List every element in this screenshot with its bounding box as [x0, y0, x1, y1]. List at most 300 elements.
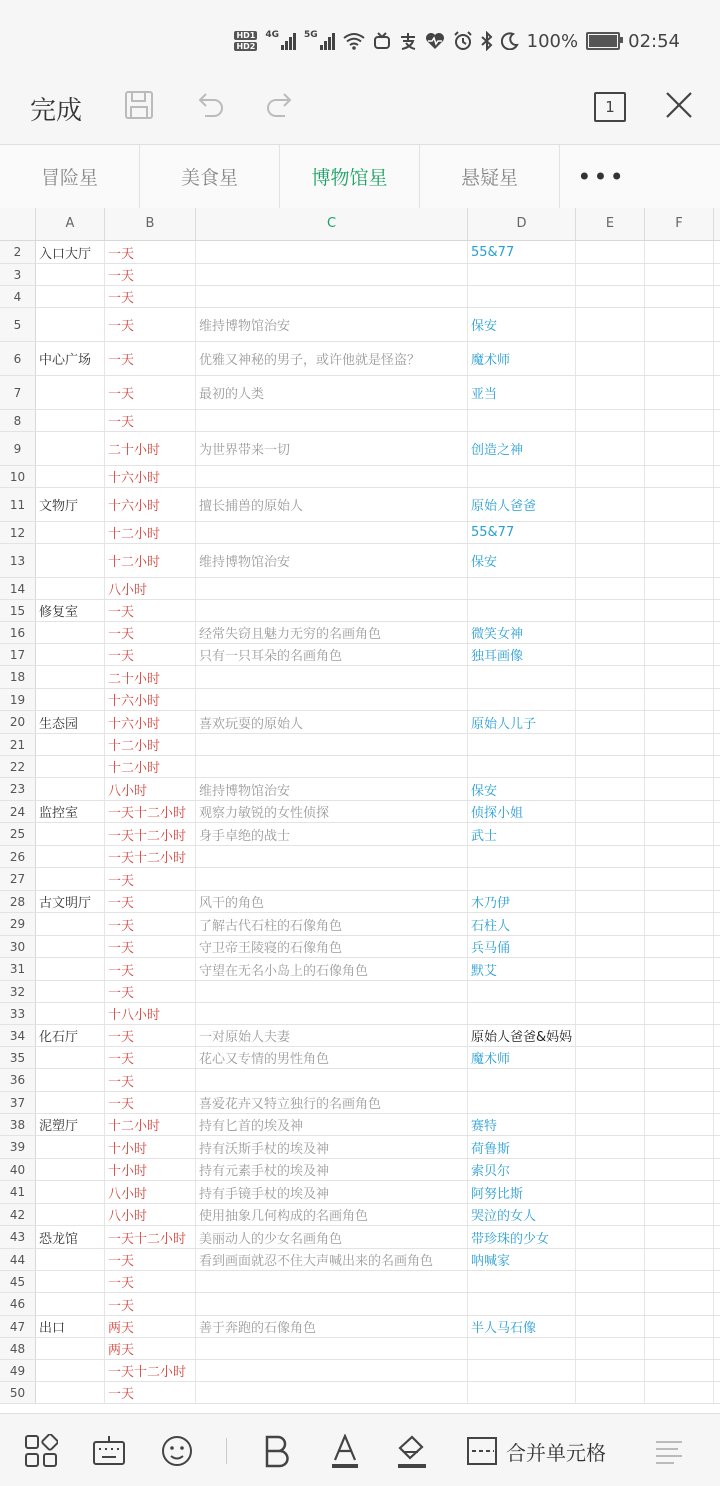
cell-character[interactable]: 保安 — [468, 778, 576, 800]
cell-empty-f[interactable] — [645, 1360, 714, 1381]
cell-description[interactable]: 维持博物馆治安 — [196, 544, 468, 577]
cell-empty-f[interactable] — [645, 778, 714, 800]
row-number-cell[interactable]: 20 — [0, 711, 36, 733]
cell-empty-e[interactable] — [576, 241, 645, 263]
undo-icon[interactable] — [195, 90, 225, 120]
cell-duration[interactable]: 一天 — [105, 1047, 196, 1068]
cell-description[interactable]: 擅长捕兽的原始人 — [196, 488, 468, 521]
cell-character[interactable] — [468, 1271, 576, 1292]
row-number-cell[interactable]: 8 — [0, 410, 36, 431]
cell-area[interactable] — [36, 846, 105, 867]
cell-description[interactable]: 一对原始人夫妻 — [196, 1025, 468, 1046]
cell-duration[interactable]: 两天 — [105, 1338, 196, 1359]
cell-area[interactable] — [36, 376, 105, 409]
cell-character[interactable] — [468, 410, 576, 431]
cell-empty-e[interactable] — [576, 1092, 645, 1113]
cell-character[interactable]: 保安 — [468, 308, 576, 341]
row-number-cell[interactable]: 44 — [0, 1249, 36, 1270]
cell-area[interactable]: 监控室 — [36, 801, 105, 822]
cell-character[interactable]: 带珍珠的少女 — [468, 1226, 576, 1248]
cell-empty-f[interactable] — [645, 1249, 714, 1270]
row-number-cell[interactable]: 27 — [0, 868, 36, 890]
cell-empty-e[interactable] — [576, 308, 645, 341]
row-number-cell[interactable]: 16 — [0, 622, 36, 643]
cell-duration[interactable]: 八小时 — [105, 1181, 196, 1203]
cell-character[interactable]: 魔术师 — [468, 1047, 576, 1068]
cell-duration[interactable]: 一天十二小时 — [105, 801, 196, 822]
row-number-cell[interactable]: 45 — [0, 1271, 36, 1292]
cell-empty-e[interactable] — [576, 522, 645, 543]
cell-description[interactable] — [196, 1338, 468, 1359]
cell-empty-e[interactable] — [576, 1069, 645, 1091]
cell-empty-e[interactable] — [576, 466, 645, 487]
cell-empty-e[interactable] — [576, 778, 645, 800]
row-number-cell[interactable]: 11 — [0, 488, 36, 521]
row-number-cell[interactable]: 21 — [0, 734, 36, 755]
cell-description[interactable] — [196, 522, 468, 543]
cell-empty-f[interactable] — [645, 376, 714, 409]
cell-empty-e[interactable] — [576, 711, 645, 733]
column-header-a[interactable]: A — [36, 208, 105, 240]
cell-character[interactable] — [468, 578, 576, 599]
cell-description[interactable]: 观察力敏锐的女性侦探 — [196, 801, 468, 822]
cell-duration[interactable]: 一天 — [105, 342, 196, 375]
cell-character[interactable]: 武士 — [468, 823, 576, 845]
cell-empty-f[interactable] — [645, 1271, 714, 1292]
cell-duration[interactable]: 一天 — [105, 1069, 196, 1091]
cell-duration[interactable]: 八小时 — [105, 778, 196, 800]
cell-empty-e[interactable] — [576, 376, 645, 409]
row-number-cell[interactable]: 35 — [0, 1047, 36, 1068]
cell-duration[interactable]: 一天十二小时 — [105, 1360, 196, 1381]
row-number-cell[interactable]: 14 — [0, 578, 36, 599]
cell-duration[interactable]: 一天 — [105, 891, 196, 912]
cell-empty-e[interactable] — [576, 1271, 645, 1292]
row-number-cell[interactable]: 37 — [0, 1092, 36, 1113]
cell-area[interactable]: 文物厅 — [36, 488, 105, 521]
row-number-cell[interactable]: 26 — [0, 846, 36, 867]
cell-description[interactable]: 喜爱花卉又特立独行的名画角色 — [196, 1092, 468, 1113]
cell-empty-f[interactable] — [645, 1204, 714, 1225]
cell-duration[interactable]: 一天 — [105, 913, 196, 935]
cell-duration[interactable]: 十二小时 — [105, 544, 196, 577]
cell-character[interactable] — [468, 689, 576, 710]
cell-description[interactable]: 为世界带来一切 — [196, 432, 468, 465]
cell-character[interactable] — [468, 1338, 576, 1359]
cell-empty-f[interactable] — [645, 1069, 714, 1091]
row-number-cell[interactable]: 50 — [0, 1382, 36, 1403]
emoji-icon[interactable] — [160, 1434, 194, 1468]
cell-description[interactable]: 了解古代石柱的石像角色 — [196, 913, 468, 935]
cell-empty-e[interactable] — [576, 823, 645, 845]
cell-empty-e[interactable] — [576, 846, 645, 867]
cell-empty-f[interactable] — [645, 622, 714, 643]
cell-character[interactable]: 兵马俑 — [468, 936, 576, 957]
more-tabs-button[interactable]: ••• — [577, 162, 626, 191]
cell-empty-f[interactable] — [645, 958, 714, 980]
bold-icon[interactable] — [262, 1434, 292, 1468]
cell-description[interactable]: 持有元素手杖的埃及神 — [196, 1159, 468, 1180]
cell-character[interactable] — [468, 466, 576, 487]
cell-description[interactable]: 最初的人类 — [196, 376, 468, 409]
cell-empty-e[interactable] — [576, 1003, 645, 1024]
cell-character[interactable]: 微笑女神 — [468, 622, 576, 643]
merge-cells-button[interactable] — [466, 1434, 606, 1468]
cell-empty-e[interactable] — [576, 1114, 645, 1135]
row-number-cell[interactable]: 7 — [0, 376, 36, 409]
cell-character[interactable] — [468, 600, 576, 621]
cell-empty-f[interactable] — [645, 823, 714, 845]
cell-empty-f[interactable] — [645, 734, 714, 755]
cell-description[interactable]: 持有手镜手杖的埃及神 — [196, 1181, 468, 1203]
cell-empty-f[interactable] — [645, 1159, 714, 1180]
cell-character[interactable]: 原始人儿子 — [468, 711, 576, 733]
cell-character[interactable]: 亚当 — [468, 376, 576, 409]
cell-duration[interactable]: 十六小时 — [105, 488, 196, 521]
column-header-c[interactable]: C — [196, 208, 468, 240]
row-number-cell[interactable]: 19 — [0, 689, 36, 710]
cell-empty-e[interactable] — [576, 432, 645, 465]
cell-duration[interactable]: 一天 — [105, 1092, 196, 1113]
cell-duration[interactable]: 一天 — [105, 622, 196, 643]
cell-area[interactable] — [36, 958, 105, 980]
close-icon[interactable] — [664, 90, 694, 120]
cell-area[interactable] — [36, 936, 105, 957]
row-number-cell[interactable]: 33 — [0, 1003, 36, 1024]
cell-description[interactable] — [196, 666, 468, 688]
cell-empty-e[interactable] — [576, 578, 645, 599]
row-number-cell[interactable]: 36 — [0, 1069, 36, 1091]
cell-empty-e[interactable] — [576, 689, 645, 710]
cell-area[interactable] — [36, 778, 105, 800]
cell-description[interactable] — [196, 846, 468, 867]
cell-area[interactable] — [36, 466, 105, 487]
cell-character[interactable]: 创造之神 — [468, 432, 576, 465]
cell-empty-f[interactable] — [645, 522, 714, 543]
cell-area[interactable] — [36, 1003, 105, 1024]
row-number-cell[interactable]: 22 — [0, 756, 36, 777]
cell-character[interactable]: 原始人爸爸&妈妈 — [468, 1025, 576, 1046]
cell-empty-f[interactable] — [645, 264, 714, 285]
cell-empty-f[interactable] — [645, 801, 714, 822]
row-number-cell[interactable]: 2 — [0, 241, 36, 263]
cell-area[interactable] — [36, 622, 105, 643]
cell-area[interactable] — [36, 756, 105, 777]
cell-empty-e[interactable] — [576, 644, 645, 665]
cell-empty-f[interactable] — [645, 544, 714, 577]
cell-empty-f[interactable] — [645, 891, 714, 912]
cell-empty-f[interactable] — [645, 1025, 714, 1046]
cell-duration[interactable]: 一天 — [105, 1382, 196, 1403]
cell-empty-f[interactable] — [645, 868, 714, 890]
cell-empty-f[interactable] — [645, 846, 714, 867]
cell-character[interactable] — [468, 1360, 576, 1381]
cell-area[interactable] — [36, 308, 105, 341]
row-number-cell[interactable]: 10 — [0, 466, 36, 487]
cell-empty-e[interactable] — [576, 1136, 645, 1158]
cell-empty-e[interactable] — [576, 734, 645, 755]
cell-empty-e[interactable] — [576, 1382, 645, 1403]
cell-duration[interactable]: 十小时 — [105, 1136, 196, 1158]
cell-duration[interactable]: 一天 — [105, 286, 196, 307]
cell-description[interactable] — [196, 981, 468, 1002]
cell-empty-f[interactable] — [645, 466, 714, 487]
cell-duration[interactable]: 一天 — [105, 376, 196, 409]
row-number-cell[interactable]: 4 — [0, 286, 36, 307]
row-number-cell[interactable]: 46 — [0, 1293, 36, 1315]
column-header-d[interactable]: D — [468, 208, 576, 240]
row-number-cell[interactable]: 24 — [0, 801, 36, 822]
cell-description[interactable]: 只有一只耳朵的名画角色 — [196, 644, 468, 665]
cell-empty-f[interactable] — [645, 644, 714, 665]
cell-description[interactable] — [196, 410, 468, 431]
column-header-f[interactable]: F — [645, 208, 714, 240]
row-number-cell[interactable]: 38 — [0, 1114, 36, 1135]
cell-duration[interactable]: 十八小时 — [105, 1003, 196, 1024]
cell-duration[interactable]: 两天 — [105, 1316, 196, 1337]
cell-area[interactable] — [36, 1204, 105, 1225]
cell-area[interactable] — [36, 1249, 105, 1270]
cell-duration[interactable]: 一天 — [105, 1293, 196, 1315]
cell-description[interactable]: 风干的角色 — [196, 891, 468, 912]
spreadsheet-grid[interactable] — [0, 208, 720, 1413]
column-header-b[interactable]: B — [105, 208, 196, 240]
cell-empty-f[interactable] — [645, 432, 714, 465]
row-number-cell[interactable]: 41 — [0, 1181, 36, 1203]
cell-description[interactable] — [196, 1382, 468, 1403]
cell-empty-e[interactable] — [576, 488, 645, 521]
cell-area[interactable] — [36, 1092, 105, 1113]
cell-empty-f[interactable] — [645, 286, 714, 307]
cell-duration[interactable]: 一天 — [105, 958, 196, 980]
cell-character[interactable] — [468, 734, 576, 755]
cell-empty-e[interactable] — [576, 756, 645, 777]
cell-empty-e[interactable] — [576, 981, 645, 1002]
cell-duration[interactable]: 十六小时 — [105, 466, 196, 487]
cell-character[interactable]: 石柱人 — [468, 913, 576, 935]
tab-mystery-star[interactable]: 悬疑星 — [420, 145, 560, 208]
cell-description[interactable]: 持有沃斯手杖的埃及神 — [196, 1136, 468, 1158]
cell-area[interactable] — [36, 1338, 105, 1359]
cell-duration[interactable]: 十六小时 — [105, 689, 196, 710]
cell-area[interactable] — [36, 734, 105, 755]
row-number-cell[interactable]: 42 — [0, 1204, 36, 1225]
cell-empty-f[interactable] — [645, 1293, 714, 1315]
cell-duration[interactable]: 一天 — [105, 1249, 196, 1270]
cell-empty-e[interactable] — [576, 1360, 645, 1381]
cell-area[interactable] — [36, 522, 105, 543]
cell-description[interactable] — [196, 1069, 468, 1091]
cell-empty-e[interactable] — [576, 1159, 645, 1180]
row-number-cell[interactable]: 48 — [0, 1338, 36, 1359]
cell-empty-e[interactable] — [576, 600, 645, 621]
cell-description[interactable]: 美丽动人的少女名画角色 — [196, 1226, 468, 1248]
cell-area[interactable] — [36, 1047, 105, 1068]
tab-food-star[interactable]: 美食星 — [140, 145, 280, 208]
cell-empty-e[interactable] — [576, 264, 645, 285]
cell-area[interactable]: 入口大厅 — [36, 241, 105, 263]
cell-empty-e[interactable] — [576, 1293, 645, 1315]
cell-empty-e[interactable] — [576, 622, 645, 643]
cell-empty-f[interactable] — [645, 666, 714, 688]
cell-description[interactable]: 花心又专情的男性角色 — [196, 1047, 468, 1068]
cell-duration[interactable]: 一天 — [105, 264, 196, 285]
cell-character[interactable]: 魔术师 — [468, 342, 576, 375]
cell-character[interactable] — [468, 1293, 576, 1315]
cell-area[interactable]: 修复室 — [36, 600, 105, 621]
row-number-cell[interactable]: 47 — [0, 1316, 36, 1337]
cell-description[interactable]: 优雅又神秘的男子，或许他就是怪盗？ — [196, 342, 468, 375]
cell-area[interactable] — [36, 666, 105, 688]
cell-empty-e[interactable] — [576, 1025, 645, 1046]
cell-description[interactable] — [196, 756, 468, 777]
cell-empty-f[interactable] — [645, 488, 714, 521]
cell-area[interactable] — [36, 578, 105, 599]
page-indicator-button[interactable] — [594, 92, 626, 122]
cell-empty-e[interactable] — [576, 286, 645, 307]
cell-empty-f[interactable] — [645, 936, 714, 957]
cell-duration[interactable]: 十二小时 — [105, 734, 196, 755]
cell-area[interactable] — [36, 1181, 105, 1203]
cell-empty-e[interactable] — [576, 868, 645, 890]
wrap-text-icon[interactable] — [654, 1434, 684, 1468]
cell-empty-e[interactable] — [576, 1226, 645, 1248]
cell-empty-e[interactable] — [576, 1047, 645, 1068]
row-number-cell[interactable]: 25 — [0, 823, 36, 845]
cell-description[interactable] — [196, 1293, 468, 1315]
cell-description[interactable] — [196, 1003, 468, 1024]
cell-duration[interactable]: 十小时 — [105, 1159, 196, 1180]
cell-description[interactable]: 维持博物馆治安 — [196, 308, 468, 341]
cell-empty-e[interactable] — [576, 666, 645, 688]
row-number-cell[interactable]: 6 — [0, 342, 36, 375]
cell-character[interactable] — [468, 868, 576, 890]
cell-character[interactable]: 默艾 — [468, 958, 576, 980]
cell-area[interactable]: 古文明厅 — [36, 891, 105, 912]
cell-area[interactable]: 泥塑厅 — [36, 1114, 105, 1135]
cell-character[interactable] — [468, 1003, 576, 1024]
font-color-icon[interactable] — [330, 1434, 360, 1468]
cell-character[interactable]: 索贝尔 — [468, 1159, 576, 1180]
row-number-cell[interactable]: 32 — [0, 981, 36, 1002]
cell-description[interactable] — [196, 264, 468, 285]
cell-description[interactable] — [196, 241, 468, 263]
cell-description[interactable] — [196, 1271, 468, 1292]
cell-duration[interactable]: 一天 — [105, 600, 196, 621]
cell-description[interactable]: 维持博物馆治安 — [196, 778, 468, 800]
cell-character[interactable]: 木乃伊 — [468, 891, 576, 912]
cell-duration[interactable]: 一天 — [105, 241, 196, 263]
cell-empty-e[interactable] — [576, 891, 645, 912]
row-number-cell[interactable]: 43 — [0, 1226, 36, 1248]
cell-empty-f[interactable] — [645, 308, 714, 341]
cell-area[interactable] — [36, 410, 105, 431]
cell-duration[interactable]: 一天十二小时 — [105, 1226, 196, 1248]
cell-character[interactable] — [468, 756, 576, 777]
cell-empty-e[interactable] — [576, 1249, 645, 1270]
cell-duration[interactable]: 八小时 — [105, 578, 196, 599]
cell-duration[interactable]: 八小时 — [105, 1204, 196, 1225]
cell-empty-e[interactable] — [576, 1181, 645, 1203]
row-number-cell[interactable]: 23 — [0, 778, 36, 800]
cell-area[interactable] — [36, 1382, 105, 1403]
save-icon[interactable] — [124, 90, 154, 120]
cell-empty-f[interactable] — [645, 1382, 714, 1403]
cell-empty-f[interactable] — [645, 1338, 714, 1359]
cell-empty-e[interactable] — [576, 958, 645, 980]
cell-character[interactable] — [468, 1092, 576, 1113]
row-number-cell[interactable]: 40 — [0, 1159, 36, 1180]
cell-area[interactable] — [36, 689, 105, 710]
cell-empty-f[interactable] — [645, 578, 714, 599]
cell-character[interactable]: 阿努比斯 — [468, 1181, 576, 1203]
keyboard-icon[interactable] — [92, 1434, 126, 1468]
cell-empty-f[interactable] — [645, 1226, 714, 1248]
cell-area[interactable]: 化石厅 — [36, 1025, 105, 1046]
cell-character[interactable]: 原始人爸爸 — [468, 488, 576, 521]
tab-adventure-star[interactable]: 冒险星 — [0, 145, 140, 208]
cell-empty-e[interactable] — [576, 913, 645, 935]
cell-description[interactable]: 守望在无名小岛上的石像角色 — [196, 958, 468, 980]
cell-empty-f[interactable] — [645, 1114, 714, 1135]
cell-character[interactable] — [468, 1382, 576, 1403]
cell-description[interactable] — [196, 1360, 468, 1381]
cell-empty-f[interactable] — [645, 1047, 714, 1068]
cell-area[interactable] — [36, 1360, 105, 1381]
row-number-cell[interactable]: 13 — [0, 544, 36, 577]
cell-empty-f[interactable] — [645, 1003, 714, 1024]
cell-character[interactable] — [468, 666, 576, 688]
cell-character[interactable] — [468, 981, 576, 1002]
cell-empty-f[interactable] — [645, 981, 714, 1002]
cell-area[interactable]: 出口 — [36, 1316, 105, 1337]
cell-area[interactable] — [36, 868, 105, 890]
cell-empty-f[interactable] — [645, 600, 714, 621]
row-number-cell[interactable]: 49 — [0, 1360, 36, 1381]
row-number-cell[interactable]: 31 — [0, 958, 36, 980]
cell-duration[interactable]: 一天 — [105, 410, 196, 431]
cell-empty-e[interactable] — [576, 1316, 645, 1337]
cell-area[interactable] — [36, 644, 105, 665]
cell-character[interactable]: 独耳画像 — [468, 644, 576, 665]
cell-character[interactable]: 荷鲁斯 — [468, 1136, 576, 1158]
row-number-cell[interactable]: 17 — [0, 644, 36, 665]
cell-area[interactable] — [36, 1271, 105, 1292]
done-button[interactable]: 完成 — [30, 96, 83, 126]
redo-icon[interactable] — [265, 90, 295, 120]
cell-empty-f[interactable] — [645, 711, 714, 733]
row-number-cell[interactable]: 30 — [0, 936, 36, 957]
row-number-cell[interactable]: 18 — [0, 666, 36, 688]
cell-empty-f[interactable] — [645, 342, 714, 375]
cell-character[interactable]: 半人马石像 — [468, 1316, 576, 1337]
cell-duration[interactable]: 一天 — [105, 308, 196, 341]
cell-area[interactable] — [36, 1136, 105, 1158]
cell-area[interactable] — [36, 1069, 105, 1091]
cell-character[interactable] — [468, 1069, 576, 1091]
cell-empty-f[interactable] — [645, 756, 714, 777]
row-number-cell[interactable]: 15 — [0, 600, 36, 621]
cell-duration[interactable]: 十二小时 — [105, 756, 196, 777]
cell-description[interactable]: 善于奔跑的石像角色 — [196, 1316, 468, 1337]
fill-color-icon[interactable] — [396, 1434, 428, 1468]
cell-character[interactable]: 侦探小姐 — [468, 801, 576, 822]
cell-area[interactable]: 生态园 — [36, 711, 105, 733]
row-number-cell[interactable]: 34 — [0, 1025, 36, 1046]
cell-duration[interactable]: 十二小时 — [105, 522, 196, 543]
cell-duration[interactable]: 一天 — [105, 1271, 196, 1292]
cell-character[interactable]: 哭泣的女人 — [468, 1204, 576, 1225]
